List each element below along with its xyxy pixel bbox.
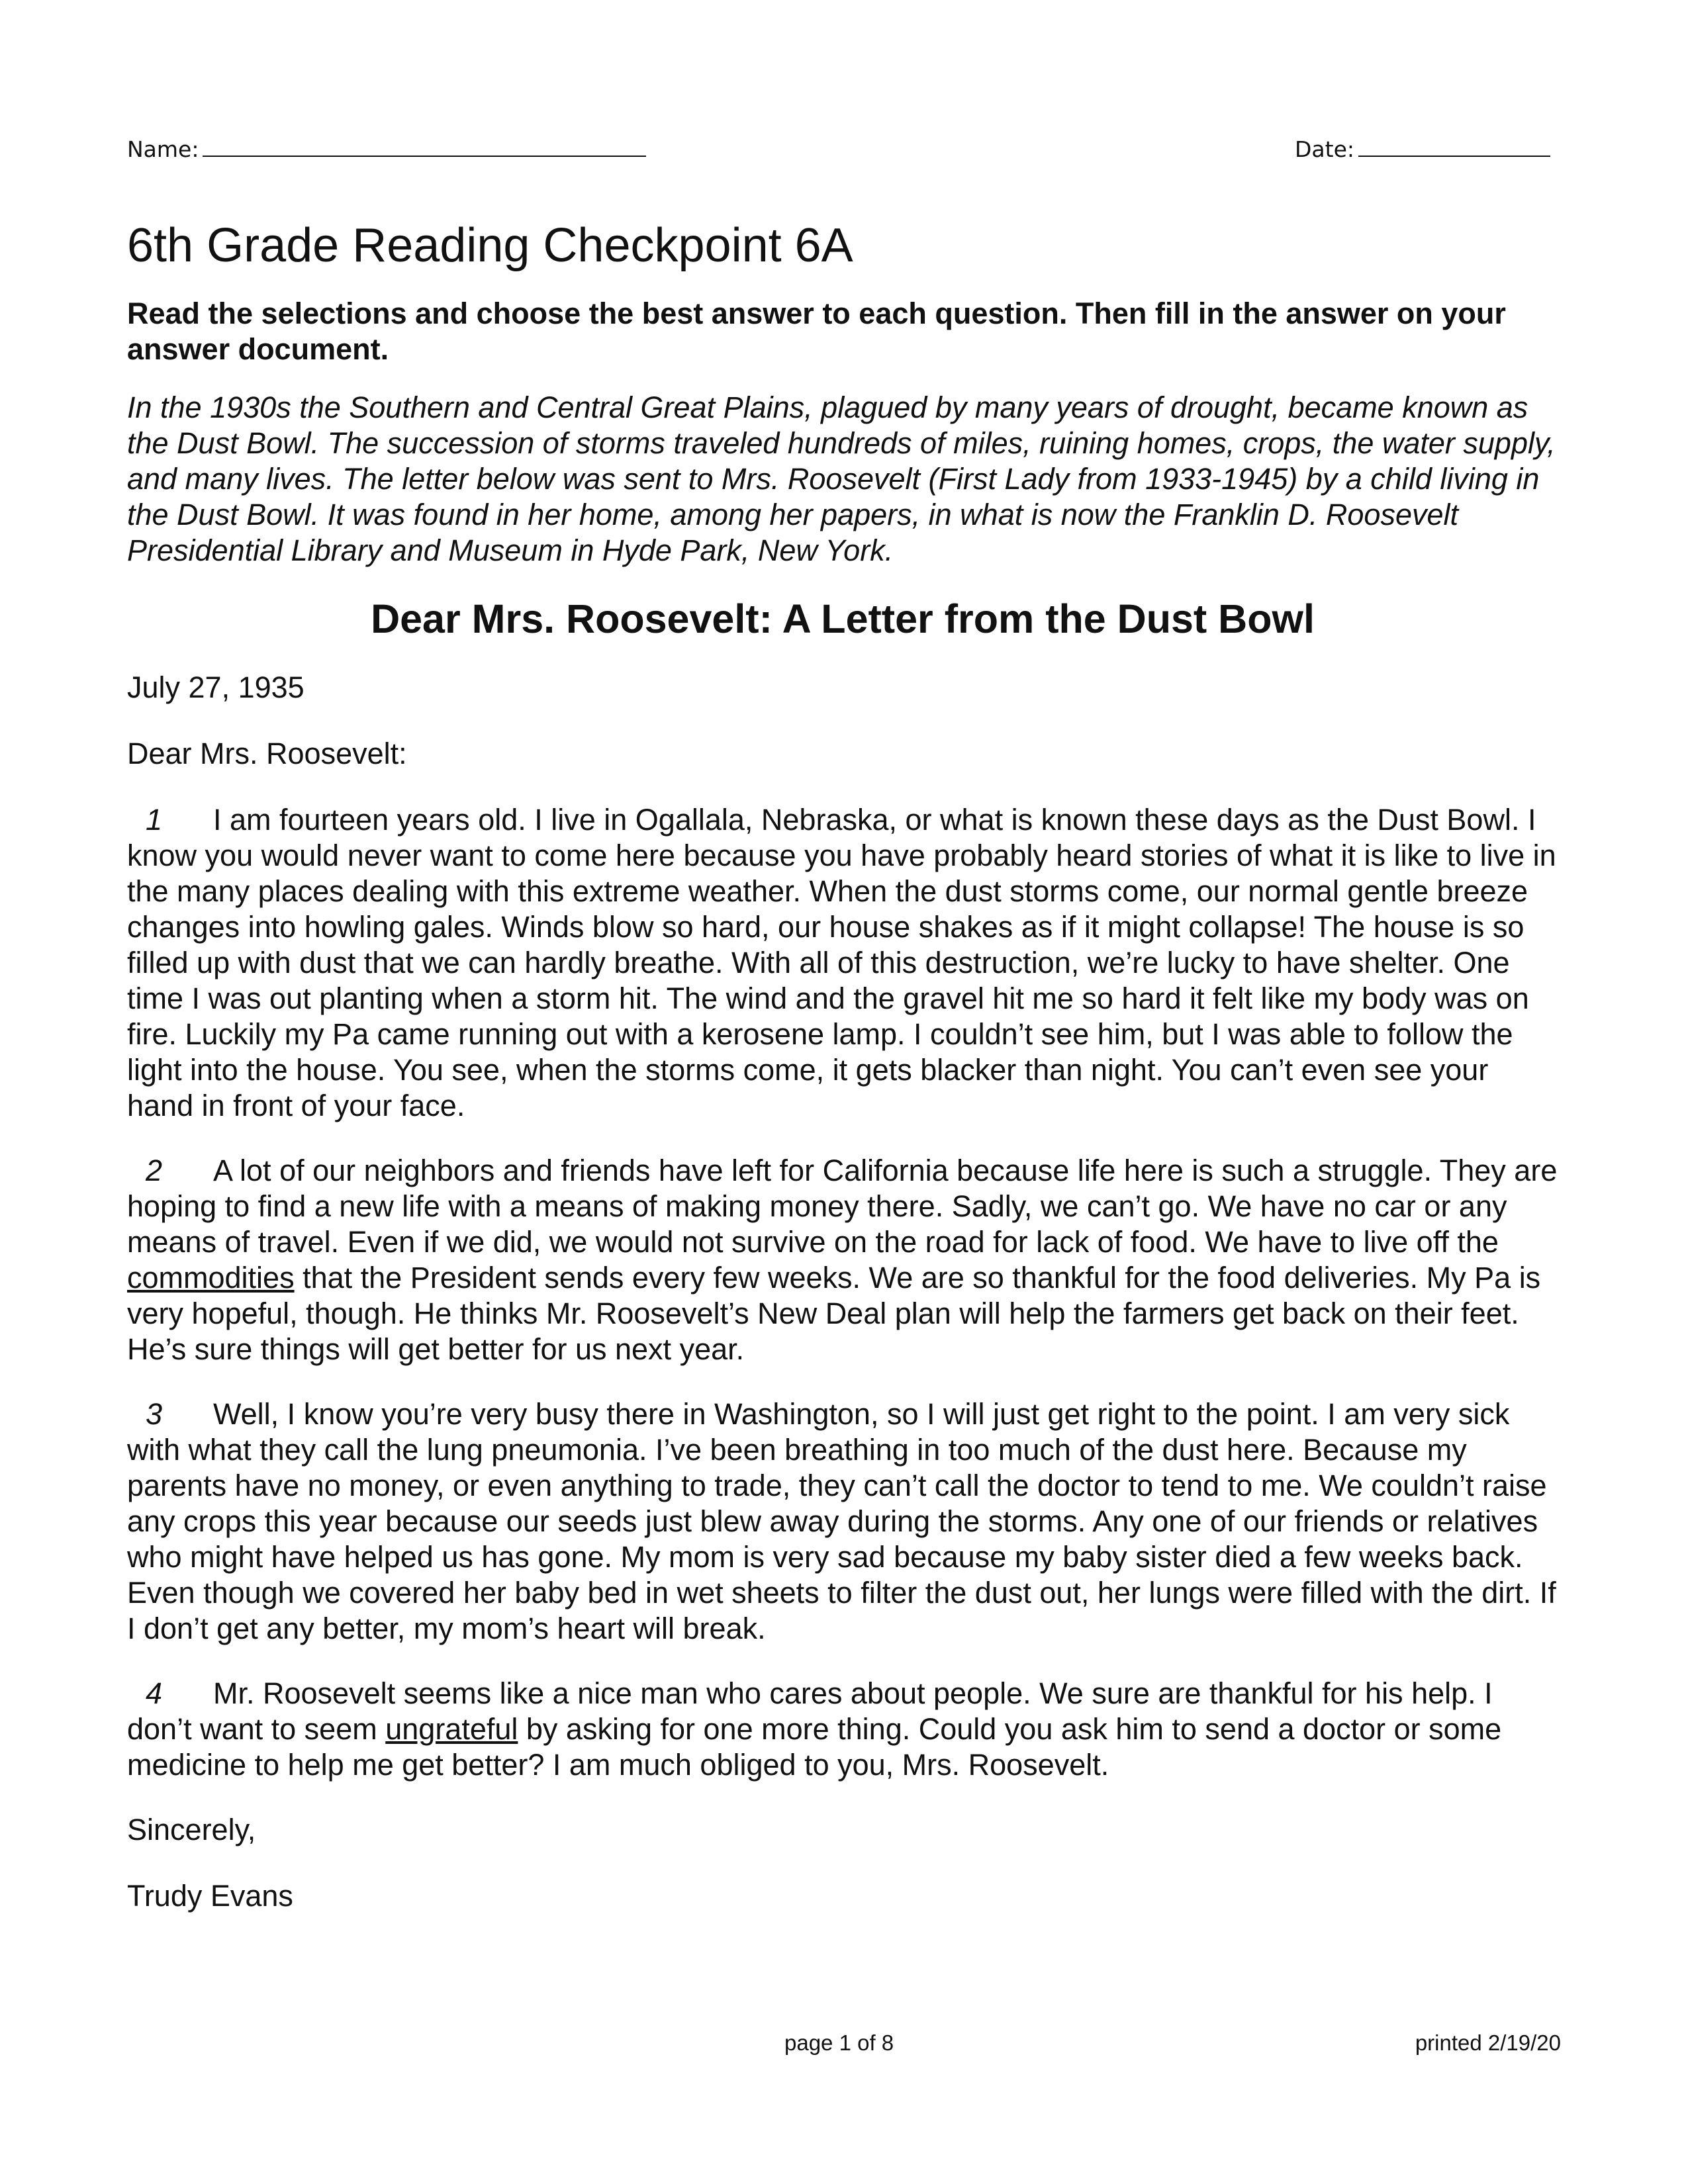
printed-date: printed 2/19/20 xyxy=(1415,2030,1561,2055)
paragraph-text: that the President sends every few weeks. We are so thankful for the food deliveries. My Pa is very hopeful, though. He thinks Mr. Roosevelt’s New Deal plan will help the farmers get back on their feet. He’s sure things will get better for us next year. xyxy=(127,1260,1541,1366)
main-content xyxy=(127,218,1558,1944)
name-blank-line[interactable] xyxy=(203,137,646,157)
page-title: 6th Grade Reading Checkpoint 6A xyxy=(127,219,853,272)
letter-greeting: Dear Mrs. Roosevelt: xyxy=(127,736,407,770)
date-blank-line[interactable] xyxy=(1358,137,1550,157)
intro-passage: In the 1930s the Southern and Central Great Plains, plagued by many years of drought, became known as the Dust Bowl. The succession of storms traveled hundreds of miles, ruining homes, crops, the water supply, and many lives. The letter below was sent to Mrs. Roosevelt (First Lady from 1933-1945) by a child living in the Dust Bowl. It was found in her home, among her papers, in what is now the Franklin D. Roosevelt Presidential Library and Museum in Hyde Park, New York. xyxy=(127,390,1556,567)
paragraph-text: Well, I know you’re very busy there in Washington, so I will just get right to the point. I am very sick with what they call the lung pneumonia. I’ve been breathing in too much of the dust here. Because my parents have no money, or even anything to trade, they can’t call the doctor to tend to me. We couldn’t raise any crops this year because our seeds just blew away during the storms. Any one of our friends or relatives who might have helped us has gone. My mom is very sad because my baby sister died a few weeks back. Even though we covered her baby bed in wet sheets to filter the dust out, her lungs were filled with the dirt. If I don’t get any better, my mom’s heart will break. xyxy=(127,1396,1556,1645)
instructions: Read the selections and choose the best answer to each question. Then fill in the answer on your answer document. xyxy=(127,296,1506,366)
date-label: Date: xyxy=(1295,136,1354,162)
letter-paragraph-2 xyxy=(127,1153,1558,1367)
underlined-vocab-word: commodities xyxy=(127,1260,295,1295)
letter-paragraph-4 xyxy=(127,1676,1558,1783)
letter-closing: Sincerely, xyxy=(127,1812,256,1846)
paragraph-number: 3 xyxy=(146,1396,163,1431)
date-field[interactable] xyxy=(1295,136,1550,162)
paragraph-text: A lot of our neighbors and friends have left for California because life here is such a struggle. They are hoping to find a new life with a means of making money there. Sadly, we can’t go. We have no car or any means of travel. Even if we did, we would not survive on the road for lack of food. We have to live off the xyxy=(127,1153,1558,1259)
letter-date: July 27, 1935 xyxy=(127,670,305,704)
name-label: Name: xyxy=(127,136,199,162)
page-number: page 1 of 8 xyxy=(784,2030,894,2055)
letter-title: Dear Mrs. Roosevelt: A Letter from the Dust Bowl xyxy=(371,596,1315,641)
paragraph-number: 1 xyxy=(146,802,163,837)
paragraph-number: 2 xyxy=(146,1153,163,1187)
paragraph-number: 4 xyxy=(146,1676,163,1710)
letter-paragraph-1 xyxy=(127,802,1558,1124)
paragraph-text: Mr. Roosevelt seems like a nice man who cares about people. We sure are thankful for his help. I don’t want to seem xyxy=(127,1676,1493,1746)
underlined-vocab-word: ungrateful xyxy=(385,1711,518,1746)
name-field[interactable] xyxy=(127,136,646,162)
letter-paragraph-3 xyxy=(127,1396,1558,1647)
header-fields xyxy=(127,136,1550,176)
paragraph-text: I am fourteen years old. I live in Ogallala, Nebraska, or what is known these days as the Dust Bowl. I know you would never want to come here because you have probably heard stories of what it is like to live in the many places dealing with this extreme weather. When the dust storms come, our normal gentle breeze changes into howling gales. Winds blow so hard, our house shakes as if it might collapse! The house is so filled up with dust that we can hardly breathe. With all of this destruction, we’re lucky to have shelter. One time I was out planting when a storm hit. The wind and the gravel hit me so hard it felt like my body was on fire. Luckily my Pa came running out with a kerosene lamp. I couldn’t see him, but I was able to follow the light into the house. You see, when the storms come, it gets blacker than night. You can’t even see your hand in front of your face. xyxy=(127,802,1556,1122)
paragraph-text: by asking for one more thing. Could you ask him to send a doctor or some medicine to help me get better? I am much obliged to you, Mrs. Roosevelt. xyxy=(127,1711,1502,1782)
letter-signature: Trudy Evans xyxy=(127,1878,293,1913)
